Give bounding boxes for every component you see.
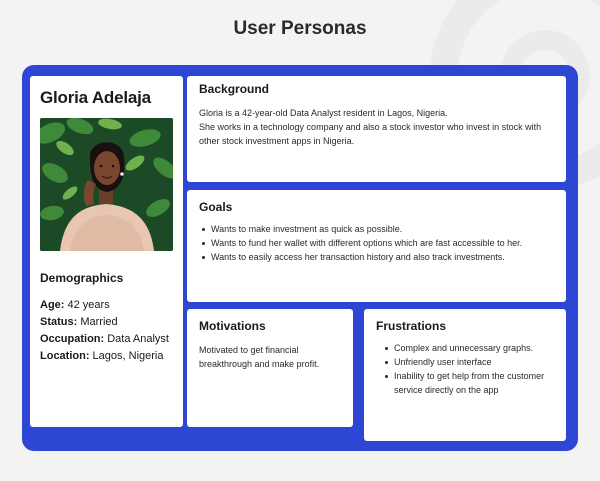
goals-heading: Goals xyxy=(199,200,233,214)
demographic-status: Status: Married xyxy=(40,316,118,328)
goals-card xyxy=(187,190,566,302)
frustrations-card xyxy=(364,309,566,441)
background-card xyxy=(187,76,566,182)
persona-name: Gloria Adelaja xyxy=(40,88,151,107)
list-item: Unfriendly user interface xyxy=(382,355,554,369)
frustrations-list xyxy=(376,341,554,397)
list-item: Wants to make investment as quick as possible. xyxy=(199,222,554,236)
list-item: Complex and unnecessary graphs. xyxy=(382,341,554,355)
demographic-occupation: Occupation: Data Analyst xyxy=(40,333,169,345)
frustrations-heading: Frustrations xyxy=(376,319,447,333)
motivations-heading: Motivations xyxy=(199,319,266,333)
demographics-list xyxy=(40,297,173,365)
profile-card xyxy=(30,76,183,427)
background-heading: Background xyxy=(199,82,270,96)
background-line-2: She works in a technology company and also a stock investor who invest in stock with other stock investment apps in Nigeria. xyxy=(199,122,542,146)
background-line-1: Gloria is a 42-year-old Data Analyst resident in Lagos, Nigeria. xyxy=(199,108,448,118)
background-text xyxy=(199,106,554,148)
persona-photo xyxy=(40,118,173,251)
list-item: Wants to easily access her transaction history and also track investments. xyxy=(199,250,554,264)
goals-list xyxy=(199,222,554,264)
list-item: Wants to fund her wallet with different options which are fast accessible to her. xyxy=(199,236,554,250)
demographic-age: Age: 42 years xyxy=(40,299,110,311)
persona-photo-illustration xyxy=(40,118,173,251)
page-title: User Personas xyxy=(233,18,367,39)
motivations-card xyxy=(187,309,353,427)
demographics-heading: Demographics xyxy=(40,271,124,285)
demographic-location: Location: Lagos, Nigeria xyxy=(40,350,164,362)
list-item: Inability to get help from the customer service directly on the app xyxy=(382,369,554,397)
motivations-text: Motivated to get financial breakthrough and make profit. xyxy=(199,345,320,369)
persona-frame xyxy=(22,65,578,451)
